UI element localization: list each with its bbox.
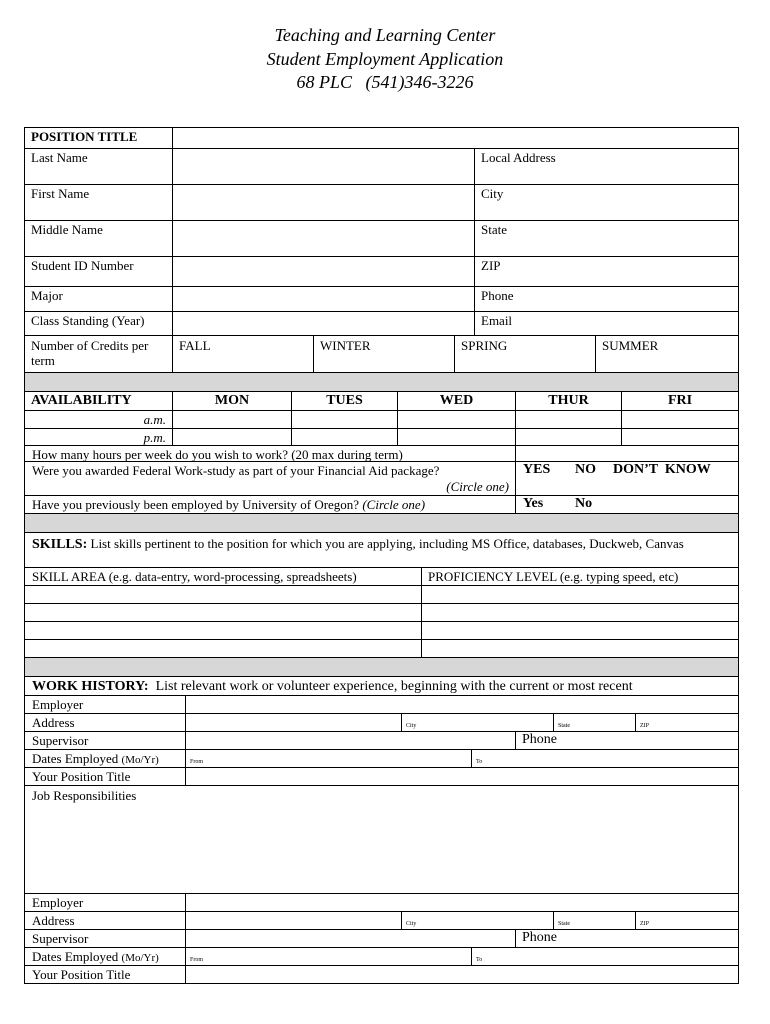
center-name: Teaching and Learning Center [274,25,496,45]
availability-pm-row [25,428,738,445]
responsibilities-label: Job Responsibilities [32,788,137,803]
employer-row [25,893,738,911]
local-address-label: Local Address [481,150,556,165]
proficiency-field[interactable] [421,640,738,657]
previous-no[interactable]: No [575,496,593,511]
dates-to-field[interactable] [471,750,738,767]
major-label: Major [31,288,63,303]
employer-label: Employer [32,697,84,712]
address-field[interactable] [185,714,401,731]
position-title-field[interactable] [172,128,738,148]
proficiency-header: PROFICIENCY LEVEL (e.g. typing speed, etc) [421,568,738,585]
previous-question: Have you previously been employed by University of Oregon? [32,497,360,512]
phone-label: Phone [481,288,514,303]
pm-thur[interactable] [515,429,621,445]
address-row [25,911,738,929]
am-fri[interactable] [621,411,738,428]
from-hint: From [190,759,204,765]
am-wed[interactable] [397,411,515,428]
skill-area-field[interactable] [25,640,421,657]
dates-from-field[interactable] [185,948,471,965]
city-hint: City [406,723,417,729]
major-row [25,286,738,311]
zip-hint: ZIP [640,723,649,729]
credits-row [25,335,738,372]
day-tues: TUES [291,392,397,410]
workstudy-circle-note: (Circle one) [446,479,509,494]
office-contact: 68 PLC (541)346-3226 [296,72,474,92]
supervisor-phone-field[interactable] [515,930,738,947]
last-name-field[interactable] [172,149,474,184]
previous-circle-note: (Circle one) [362,497,426,512]
zip-label: ZIP [481,258,501,273]
address-field[interactable] [185,912,401,929]
workstudy-no[interactable]: NO [575,462,596,477]
previous-employment-row [25,495,738,513]
state-field[interactable] [474,221,738,256]
address-label: Address [32,913,75,928]
day-fri: FRI [621,392,738,410]
dates-format: (Mo/Yr) [121,952,159,964]
address-row [25,713,738,731]
skill-row [25,621,738,639]
first-name-field[interactable] [172,185,474,220]
am-mon[interactable] [172,411,291,428]
term-winter: WINTER [320,338,371,353]
credits-winter[interactable] [313,336,454,372]
work-history-title: WORK HISTORY: [32,679,149,694]
to-hint: To [476,957,483,963]
skill-row [25,603,738,621]
position-row [25,965,738,983]
student-id-label: Student ID Number [31,258,134,273]
first-name-row [25,184,738,220]
pm-label: p.m. [143,430,166,445]
phone-label: Phone [522,732,557,747]
employer-field[interactable] [185,696,738,713]
zip-field[interactable] [474,257,738,286]
first-name-label: First Name [31,186,90,201]
state-hint: State [558,921,570,927]
address-city-field[interactable] [401,714,553,731]
position-label: Your Position Title [32,769,131,784]
employer-row [25,695,738,713]
previous-options [515,496,738,513]
address-state-field[interactable] [553,714,635,731]
previous-yes[interactable]: Yes [523,496,544,511]
class-standing-field[interactable] [172,312,474,335]
work-history-intro [25,677,738,695]
availability-title: AVAILABILITY [31,393,132,408]
dates-format: (Mo/Yr) [121,754,159,766]
state-hint: State [558,723,570,729]
dates-label [25,750,185,767]
last-name-label: Last Name [31,150,88,165]
workstudy-question-cell [25,462,515,495]
email-label: Email [481,313,513,328]
employer-label: Employer [32,895,84,910]
dates-label [25,948,185,965]
credits-label: Number of Credits per term [31,338,149,368]
city-hint: City [406,921,417,927]
dates-row [25,749,738,767]
availability-header-row [25,391,738,410]
pm-wed[interactable] [397,429,515,445]
to-hint: To [476,759,483,765]
section-divider [25,513,738,532]
class-standing-row [25,311,738,335]
local-address-field[interactable] [474,149,738,184]
workstudy-options [515,462,738,495]
supervisor-phone-field[interactable] [515,732,738,749]
skills-intro [25,533,738,567]
middle-name-label: Middle Name [31,222,103,237]
last-name-row [25,148,738,184]
pm-fri[interactable] [621,429,738,445]
address-state-field[interactable] [553,912,635,929]
hours-answer[interactable] [515,446,738,461]
skills-description: List skills pertinent to the position for which you are applying, including MS Office, databases, Duckweb, Canvas [87,536,684,551]
supervisor-field[interactable] [185,732,515,749]
workstudy-question: Were you awarded Federal Work-study as part of your Financial Aid package? [32,463,440,478]
availability-am-row [25,410,738,428]
form-title: Student Employment Application [266,48,504,69]
dates-from-field[interactable] [185,750,471,767]
skill-area-field[interactable] [25,622,421,639]
email-field[interactable] [474,312,738,335]
major-field[interactable] [172,287,474,311]
zip-hint: ZIP [640,921,649,927]
address-zip-field[interactable] [635,912,738,929]
skill-area-header: SKILL AREA (e.g. data-entry, word-processing, spreadsheets) [32,569,357,584]
phone-label: Phone [522,930,557,945]
middle-name-field[interactable] [172,221,474,256]
student-id-row [25,256,738,286]
position-field[interactable] [185,768,738,785]
credits-fall[interactable] [172,336,313,372]
pm-tues[interactable] [291,429,397,445]
am-thur[interactable] [515,411,621,428]
responsibilities-row[interactable] [25,785,738,893]
am-tues[interactable] [291,411,397,428]
day-wed: WED [397,392,515,410]
day-thur: THUR [515,392,621,410]
skills-header-row [25,567,738,585]
phone-field[interactable] [474,287,738,311]
supervisor-field[interactable] [185,930,515,947]
supervisor-row [25,731,738,749]
address-city-field[interactable] [401,912,553,929]
class-standing-label: Class Standing (Year) [31,313,145,328]
work-history-intro-row [25,676,738,695]
employer-field[interactable] [185,894,738,911]
workstudy-yes[interactable]: YES [523,462,551,477]
form-header [0,24,770,95]
supervisor-row [25,929,738,947]
term-spring: SPRING [461,338,508,353]
section-divider [25,657,738,676]
proficiency-field[interactable] [421,586,738,603]
hours-question: How many hours per week do you wish to work? (20 max during term) [32,447,403,461]
supervisor-label: Supervisor [32,733,89,748]
credits-spring[interactable] [454,336,595,372]
pm-mon[interactable] [172,429,291,445]
dates-to-field[interactable] [471,948,738,965]
student-id-field[interactable] [172,257,474,286]
middle-name-row [25,220,738,256]
workstudy-dont-know[interactable]: DON’T KNOW [613,462,711,477]
position-field[interactable] [185,966,738,983]
dates-text: Dates Employed [32,751,119,766]
hours-row [25,445,738,461]
address-zip-field[interactable] [635,714,738,731]
skills-intro-row [25,532,738,567]
am-label: a.m. [143,412,166,427]
position-label: Your Position Title [32,967,131,982]
position-title-label: POSITION TITLE [31,129,138,144]
dates-row [25,947,738,965]
dates-text: Dates Employed [32,949,119,964]
position-title-row [25,128,738,148]
work-history-description: List relevant work or volunteer experience, beginning with the current or most recent [148,679,633,694]
proficiency-field[interactable] [421,622,738,639]
skill-area-field[interactable] [25,586,421,603]
term-fall: FALL [179,338,211,353]
term-summer: SUMMER [602,338,659,353]
section-divider [25,372,738,391]
previous-question-cell [25,496,515,513]
skill-area-field[interactable] [25,604,421,621]
day-mon: MON [172,392,291,410]
from-hint: From [190,957,204,963]
position-row [25,767,738,785]
workstudy-row [25,461,738,495]
city-label: City [481,186,504,201]
supervisor-label: Supervisor [32,931,89,946]
address-label: Address [32,715,75,730]
state-label: State [481,222,507,237]
skill-row [25,585,738,603]
skills-title: SKILLS: [32,537,88,552]
application-form [24,127,739,984]
city-field[interactable] [474,185,738,220]
credits-summer[interactable] [595,336,738,372]
skill-row [25,639,738,657]
proficiency-field[interactable] [421,604,738,621]
